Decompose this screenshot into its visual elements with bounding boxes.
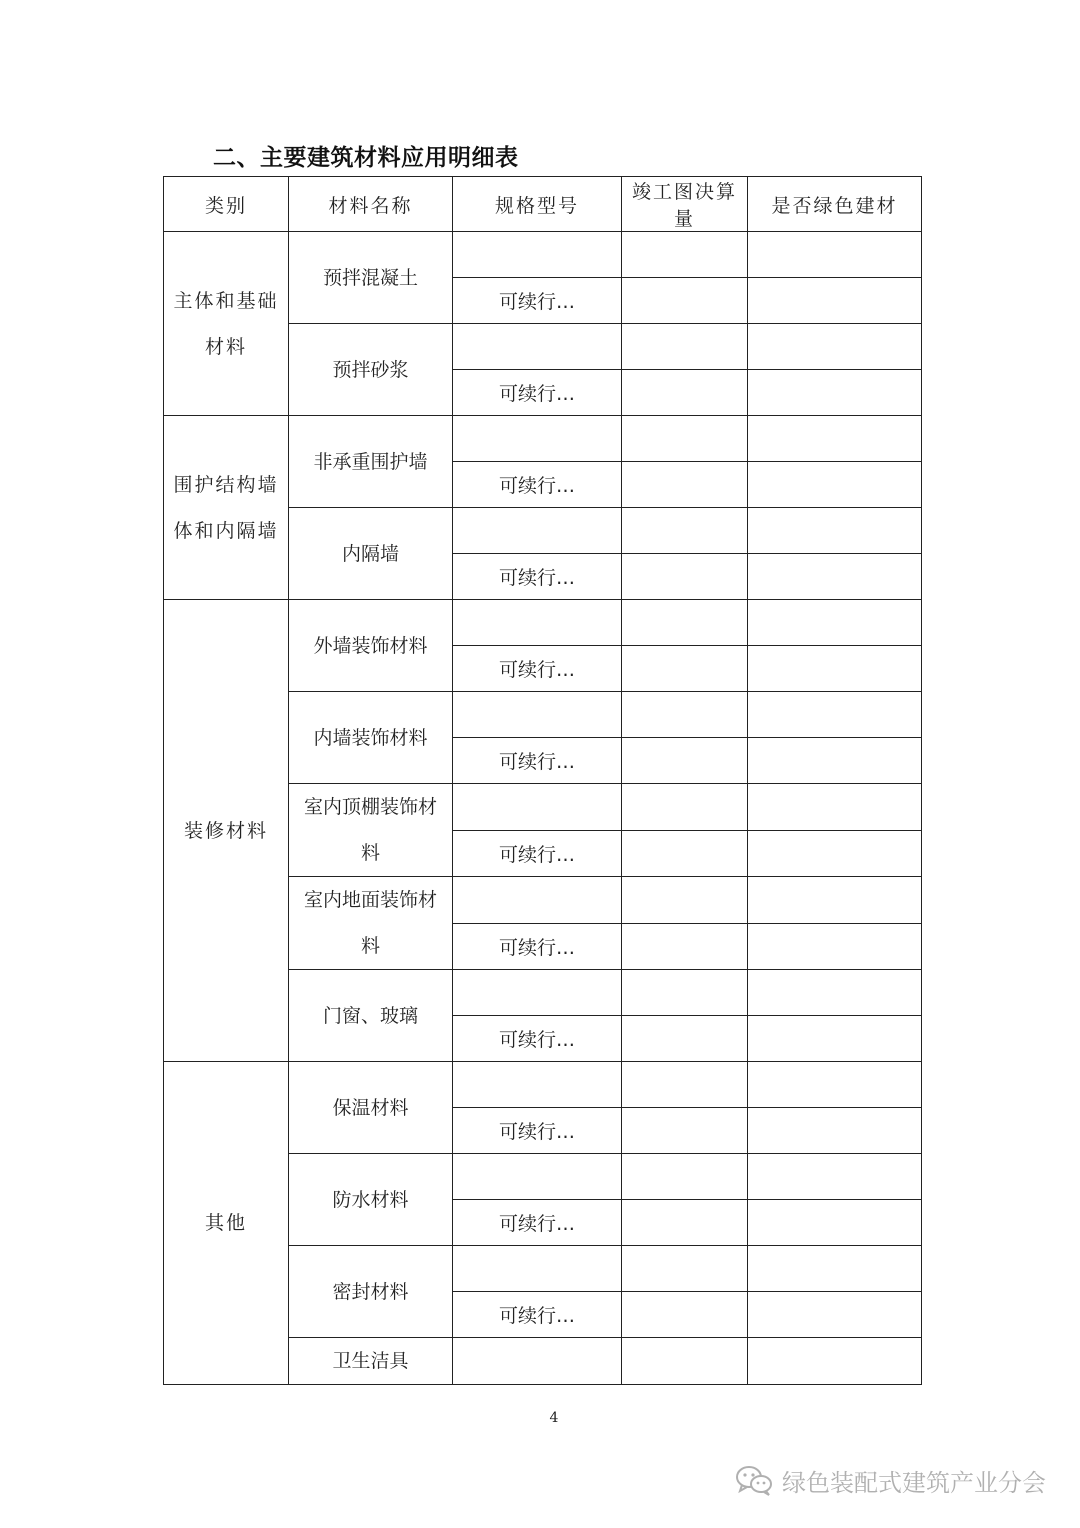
quantity-cell	[622, 1016, 748, 1062]
page-title: 二、主要建筑材料应用明细表	[213, 145, 519, 171]
green-material-cell	[748, 554, 922, 600]
watermark-text: 绿色装配式建筑产业分会	[782, 1468, 1046, 1497]
green-material-cell	[748, 692, 922, 738]
green-material-cell	[748, 508, 922, 554]
material-name: 室内地面装饰材料	[303, 889, 437, 957]
green-material-cell	[748, 600, 922, 646]
category-label: 其他	[204, 1212, 247, 1234]
material-name-cell	[289, 1154, 453, 1246]
material-name-cell	[289, 600, 453, 692]
material-name: 保温材料	[332, 1096, 409, 1119]
green-material-cell	[748, 784, 922, 831]
continue-note: 可续行…	[453, 462, 622, 508]
quantity-cell	[622, 370, 748, 416]
quantity-cell	[622, 600, 748, 646]
quantity-cell	[622, 784, 748, 831]
green-material-cell	[748, 1154, 922, 1200]
continue-note: 可续行…	[453, 1200, 622, 1246]
table-row	[164, 1062, 922, 1108]
table-row	[164, 416, 922, 462]
continue-note: 可续行…	[453, 1016, 622, 1062]
category-cell	[164, 416, 289, 600]
material-name: 防水材料	[332, 1188, 409, 1211]
quantity-cell	[622, 923, 748, 970]
table-row	[164, 600, 922, 646]
spec-cell	[453, 970, 622, 1016]
spec-cell	[453, 692, 622, 738]
material-name: 外墙装饰材料	[313, 634, 428, 657]
quantity-cell	[622, 1246, 748, 1292]
material-name: 卫生洁具	[332, 1350, 409, 1372]
spec-cell	[453, 1154, 622, 1200]
header-material-name: 材料名称	[289, 177, 453, 232]
material-name-cell	[289, 692, 453, 784]
quantity-cell	[622, 1292, 748, 1338]
green-material-cell	[748, 923, 922, 970]
material-name-cell	[289, 508, 453, 600]
green-material-cell	[748, 877, 922, 924]
material-name-cell	[289, 784, 453, 877]
quantity-cell	[622, 1338, 748, 1385]
continue-note: 可续行…	[453, 278, 622, 324]
page-number: 4	[549, 1410, 559, 1426]
continue-note: 可续行…	[453, 1108, 622, 1154]
spec-cell	[453, 877, 622, 924]
material-name: 门窗、玻璃	[322, 1004, 418, 1027]
green-material-cell	[748, 324, 922, 370]
continue-note: 可续行…	[453, 923, 622, 970]
category-label: 围护结构墙体和内隔墙	[173, 473, 279, 542]
quantity-cell	[622, 830, 748, 877]
spec-cell	[453, 600, 622, 646]
continue-note: 可续行…	[453, 738, 622, 784]
green-material-cell	[748, 1016, 922, 1062]
quantity-cell	[622, 1154, 748, 1200]
quantity-cell	[622, 324, 748, 370]
material-name: 密封材料	[332, 1280, 409, 1303]
material-name: 室内顶棚装饰材料	[303, 796, 437, 864]
green-material-cell	[748, 1062, 922, 1108]
material-name-cell	[289, 324, 453, 416]
quantity-cell	[622, 1200, 748, 1246]
quantity-cell	[622, 232, 748, 278]
material-name-cell	[289, 970, 453, 1062]
spec-cell	[453, 1062, 622, 1108]
quantity-cell	[622, 1108, 748, 1154]
header-row	[164, 177, 922, 232]
green-material-cell	[748, 370, 922, 416]
material-name: 非承重围护墙	[313, 450, 428, 473]
material-name-cell	[289, 1062, 453, 1154]
green-material-cell	[748, 1338, 922, 1385]
green-material-cell	[748, 738, 922, 784]
material-name: 内墙装饰材料	[313, 726, 428, 749]
continue-note: 可续行…	[453, 1292, 622, 1338]
quantity-cell	[622, 508, 748, 554]
quantity-cell	[622, 416, 748, 462]
quantity-cell	[622, 646, 748, 692]
category-cell	[164, 232, 289, 416]
green-material-cell	[748, 416, 922, 462]
material-name-cell	[289, 1338, 453, 1385]
green-material-cell	[748, 1200, 922, 1246]
header-category: 类别	[164, 177, 289, 232]
category-cell	[164, 600, 289, 1062]
continue-note: 可续行…	[453, 646, 622, 692]
materials-table	[163, 176, 922, 1385]
header-green-material: 是否绿色建材	[748, 177, 922, 232]
material-name: 预拌砂浆	[332, 358, 409, 381]
spec-cell	[453, 324, 622, 370]
quantity-cell	[622, 278, 748, 324]
material-name-cell	[289, 1246, 453, 1338]
quantity-cell	[622, 738, 748, 784]
continue-note: 可续行…	[453, 830, 622, 877]
green-material-cell	[748, 462, 922, 508]
header-spec-model: 规格型号	[453, 177, 622, 232]
green-material-cell	[748, 830, 922, 877]
material-name-cell	[289, 877, 453, 970]
quantity-cell	[622, 877, 748, 924]
green-material-cell	[748, 1246, 922, 1292]
continue-note: 可续行…	[453, 370, 622, 416]
quantity-cell	[622, 1062, 748, 1108]
spec-cell	[453, 508, 622, 554]
material-name: 内隔墙	[341, 542, 399, 565]
green-material-cell	[748, 278, 922, 324]
material-name-cell	[289, 232, 453, 324]
green-material-cell	[748, 1292, 922, 1338]
spec-cell	[453, 416, 622, 462]
category-label: 装修材料	[183, 819, 268, 842]
green-material-cell	[748, 1108, 922, 1154]
watermark	[734, 1460, 1046, 1500]
quantity-cell	[622, 692, 748, 738]
table-body	[164, 232, 922, 1385]
category-cell	[164, 1062, 289, 1385]
quantity-cell	[622, 462, 748, 508]
table-row	[164, 232, 922, 278]
header-final-quantity: 竣工图决算量	[622, 177, 748, 232]
spec-cell	[453, 1246, 622, 1292]
material-name-cell	[289, 416, 453, 508]
green-material-cell	[748, 646, 922, 692]
wechat-icon	[734, 1463, 774, 1497]
spec-cell	[453, 1338, 622, 1385]
spec-cell	[453, 232, 622, 278]
green-material-cell	[748, 232, 922, 278]
continue-note: 可续行…	[453, 554, 622, 600]
material-name: 预拌混凝土	[322, 266, 418, 289]
quantity-cell	[622, 970, 748, 1016]
quantity-cell	[622, 554, 748, 600]
category-label: 主体和基础材料	[173, 289, 279, 358]
spec-cell	[453, 784, 622, 831]
green-material-cell	[748, 970, 922, 1016]
